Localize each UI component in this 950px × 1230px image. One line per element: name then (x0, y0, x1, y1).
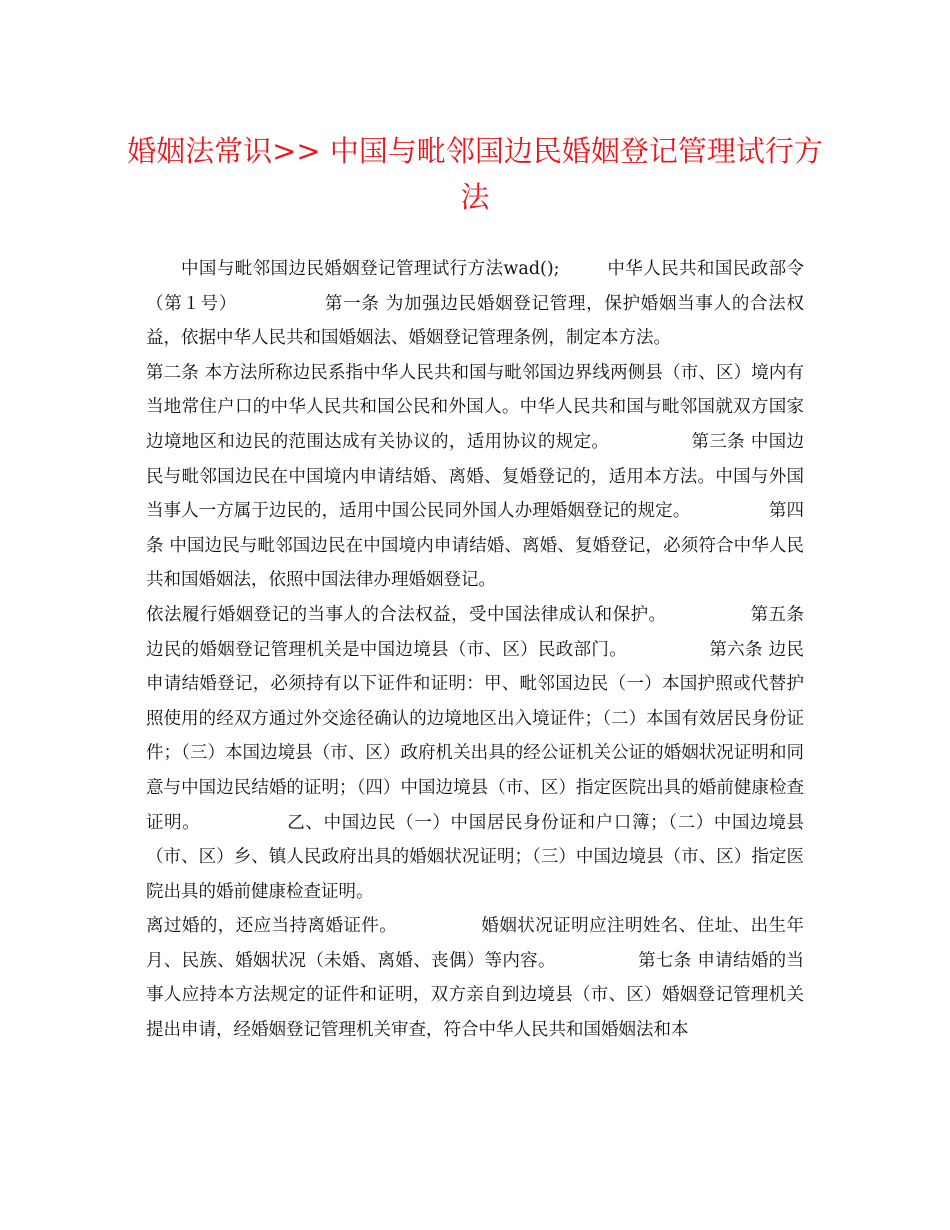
paragraph: 中国与毗邻国边民婚姻登记管理试行方法wad(); 中华人民共和国民政部令（第１号） 第一条 为加强边民婚姻登记管理，保护婚姻当事人的合法权益，依据中华人民共和国婚姻法、婚姻登记管理条例，制定本方法。 (146, 259, 804, 349)
document-title: 婚姻法常识>> 中国与毗邻国边民婚姻登记管理试行方法 (127, 134, 823, 214)
document-body (146, 252, 810, 1048)
paragraph: 离过婚的，还应当持离婚证件。 婚姻状况证明应注明姓名、住址、出生年月、民族、婚姻状况（未婚、离婚、丧偶）等内容。 第七条 申请结婚的当事人应持本方法规定的证件和证明，双方亲自到边境县（市、区）婚姻登记管理机关提出申请，经婚姻登记管理机关审查，符合中华人民共和国婚姻法和本 (146, 916, 804, 1041)
paragraph: 第二条 本方法所称边民系指中华人民共和国与毗邻国边界线两侧县（市、区）境内有当地常住户口的中华人民共和国公民和外国人。中华人民共和国与毗邻国就双方国家边境地区和边民的范围达成有关协议的，适用协议的规定。 第三条 中国边民与毗邻国边民在中国境内申请结婚、离婚、复婚登记的，适用本方法。中国与外国当事人一方属于边民的，适用中国公民同外国人办理婚姻登记的规定。 第四条 中国边民与毗邻国边民在中国境内申请结婚、离婚、复婚登记，必须符合中华人民共和国婚姻法，依照中国法律办理婚姻登记。 (146, 362, 804, 591)
paragraph: 依法履行婚姻登记的当事人的合法权益，受中国法律成认和保护。 第五条 边民的婚姻登记管理机关是中国边境县（市、区）民政部门。 第六条 边民申请结婚登记，必须持有以下证件和证明：甲、毗邻国边民（一）本国护照或代替护照使用的经双方通过外交途径确认的边境地区出入境证件；（二）本国有效居民身份证件；（三）本国边境县（市、区）政府机关出具的经公证机关公证的婚姻状况证明和同意与中国边民结婚的证明；（四）中国边境县（市、区）指定医院出具的婚前健康检查证明。 乙、中国边民（一）中国居民身份证和户口簿；（二）中国边境县（市、区）乡、镇人民政府出具的婚姻状况证明；（三）中国边境县（市、区）指定医院出具的婚前健康检查证明。 (146, 604, 810, 902)
